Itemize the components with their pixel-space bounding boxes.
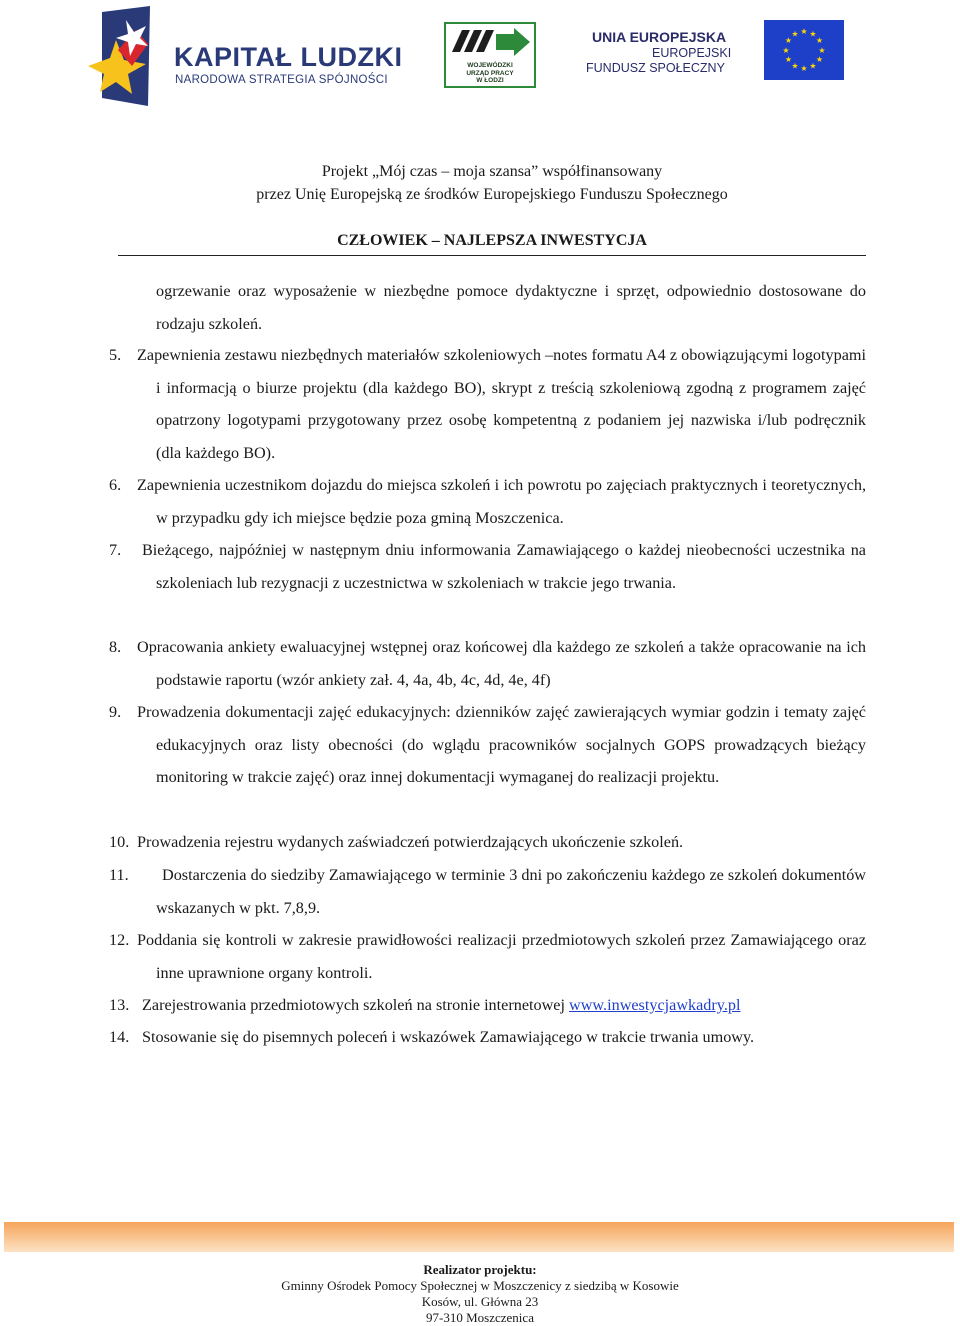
- item-number-6: 6.: [109, 476, 122, 494]
- item-number-13: 13.: [109, 996, 130, 1014]
- item-number-12: 12.: [109, 931, 130, 949]
- footer-color-band: [4, 1222, 954, 1252]
- item-number-14: 14.: [109, 1028, 130, 1046]
- svg-text:★: ★: [784, 55, 793, 64]
- item-13-text: [142, 989, 852, 1022]
- item-number-10: 10.: [109, 833, 130, 851]
- eu-text: [586, 28, 731, 76]
- kapital-ludzki-title: KAPITAŁ LUDZKI: [174, 42, 403, 72]
- continuation-paragraph: ogrzewanie oraz wyposażenie w niezbędne pomoce dydaktyczne i sprzęt, odpowiednio dostosowane do rodzaju szkoleń.: [156, 282, 866, 333]
- item-9-text: Prowadzenia dokumentacji zajęć edukacyjnych: dzienników zajęć zawierających wymiar godzin i tematy zajęć edukacyjnych oraz listy obecności (do wglądu pracowników socjalnych GOPS prowadzących bieżący monitoring w trakcie zajęć) oraz innej dokumentacji wymaganej do realizacji projektu.: [137, 703, 866, 786]
- item-11-text: Dostarczenia do siedziby Zamawiającego w terminie 3 dni po zakończeniu każdego ze szkoleń dokumentów wskazanych w pkt. 7,8,9.: [156, 866, 866, 917]
- logo-bar: [0, 0, 960, 120]
- item-number-8: 8.: [109, 638, 122, 656]
- item-number-11: 11.: [109, 866, 129, 884]
- eu-flag-icon: [764, 20, 844, 80]
- svg-text:★: ★: [782, 46, 790, 55]
- svg-text:★: ★: [815, 55, 824, 64]
- item-8-text: Opracowania ankiety ewaluacyjnej wstępnej oraz końcowej dla każdego ze szkoleń a także opracowanie na ich podstawie raportu (wzór ankiety zał. 4, 4a, 4b, 4c, 4d, 4e, 4f): [137, 638, 866, 689]
- svg-text:★: ★: [784, 36, 793, 45]
- eu-logo: [586, 20, 846, 90]
- item-10-text: Prowadzenia rejestru wydanych zaświadczeń potwierdzających ukończenie szkoleń.: [137, 833, 684, 851]
- item-5-text: Zapewnienia zestawu niezbędnych materiałów szkoleniowych –notes formatu A4 z obowiązującymi logotypami i informacją o biurze projektu (dla każdego BO), skrypt z treścią szkoleniową zgodną z programem zajęć opatrzony logotypami przygotowany przez osobę kompetentną z podaniem jej nazwiska i/lub podręcznik (dla każdego BO).: [137, 346, 866, 462]
- header-divider: [118, 255, 866, 256]
- header-project-line: Projekt „Mój czas – moja szansa” współfinansowany: [321, 163, 663, 180]
- eu-line-2: EUROPEJSKI: [652, 46, 732, 60]
- svg-text:★: ★: [815, 36, 824, 45]
- item-number-5: 5.: [109, 346, 122, 364]
- svg-text:★: ★: [800, 27, 808, 36]
- footer-organization: Gminny Ośrodek Pomocy Społecznej w Moszczenicy z siedzibą w Kosowie: [281, 1278, 679, 1293]
- eu-line-3: FUNDUSZ SPOŁECZNY: [586, 61, 725, 75]
- kapital-ludzki-emblem: [88, 6, 174, 110]
- kapital-ludzki-subtitle: NARODOWA STRATEGIA SPÓJNOŚCI: [175, 74, 388, 86]
- footer-address: Kosów, ul. Główna 23: [421, 1294, 539, 1309]
- svg-text:★: ★: [818, 46, 826, 55]
- wup-text: [444, 62, 536, 85]
- svg-text:★: ★: [800, 64, 808, 73]
- kapital-ludzki-logo: [88, 6, 408, 110]
- svg-text:★: ★: [809, 61, 817, 71]
- svg-text:★: ★: [809, 29, 817, 39]
- item-12-text: Poddania się kontroli w zakresie prawidłowości realizacji przedmiotowych szkoleń przez Zamawiającego oraz inne uprawnione organy kontroli.: [137, 931, 866, 982]
- item-14-text: Stosowanie się do pisemnych poleceń i wskazówek Zamawiającego w trakcie trwania umowy.: [142, 1028, 755, 1046]
- footer-postal-code: 97-310 Moszczenica: [426, 1310, 534, 1325]
- svg-text:★: ★: [791, 29, 799, 39]
- eu-title: UNIA EUROPEJSKA: [592, 29, 727, 45]
- footer-label: Realizator projektu:: [423, 1262, 537, 1277]
- item-number-9: 9.: [109, 703, 122, 721]
- item-6-text: Zapewnienia uczestnikom dojazdu do miejsca szkoleń i ich powrotu po zajęciach praktycznych i teoretycznych, w przypadku gdy ich miejsce będzie poza gminą Moszczenica.: [137, 476, 866, 527]
- wup-line-1: WOJEWÓDZKI: [467, 62, 513, 69]
- wup-line-3: W ŁODZI: [476, 77, 504, 84]
- wup-lodz-logo: [444, 22, 536, 88]
- item-number-7: 7.: [109, 541, 122, 559]
- wup-line-2: URZĄD PRACY: [466, 69, 514, 77]
- svg-text:★: ★: [791, 61, 799, 71]
- header-slogan: CZŁOWIEK – NAJLEPSZA INWESTYCJA: [337, 232, 647, 249]
- website-link[interactable]: www.inwestycjawkadry.pl: [569, 996, 741, 1014]
- header-funding-line: przez Unię Europejską ze środków Europejskiego Funduszu Społecznego: [256, 186, 728, 203]
- item-13-label: Zarejestrowania przedmiotowych szkoleń na stronie internetowej: [142, 996, 570, 1014]
- item-7-text: Bieżącego, najpóźniej w następnym dniu informowania Zamawiającego o każdej nieobecności uczestnika na szkoleniach lub rezygnacji z uczestnictwa w szkoleniach w trakcie jego trwania.: [142, 541, 866, 592]
